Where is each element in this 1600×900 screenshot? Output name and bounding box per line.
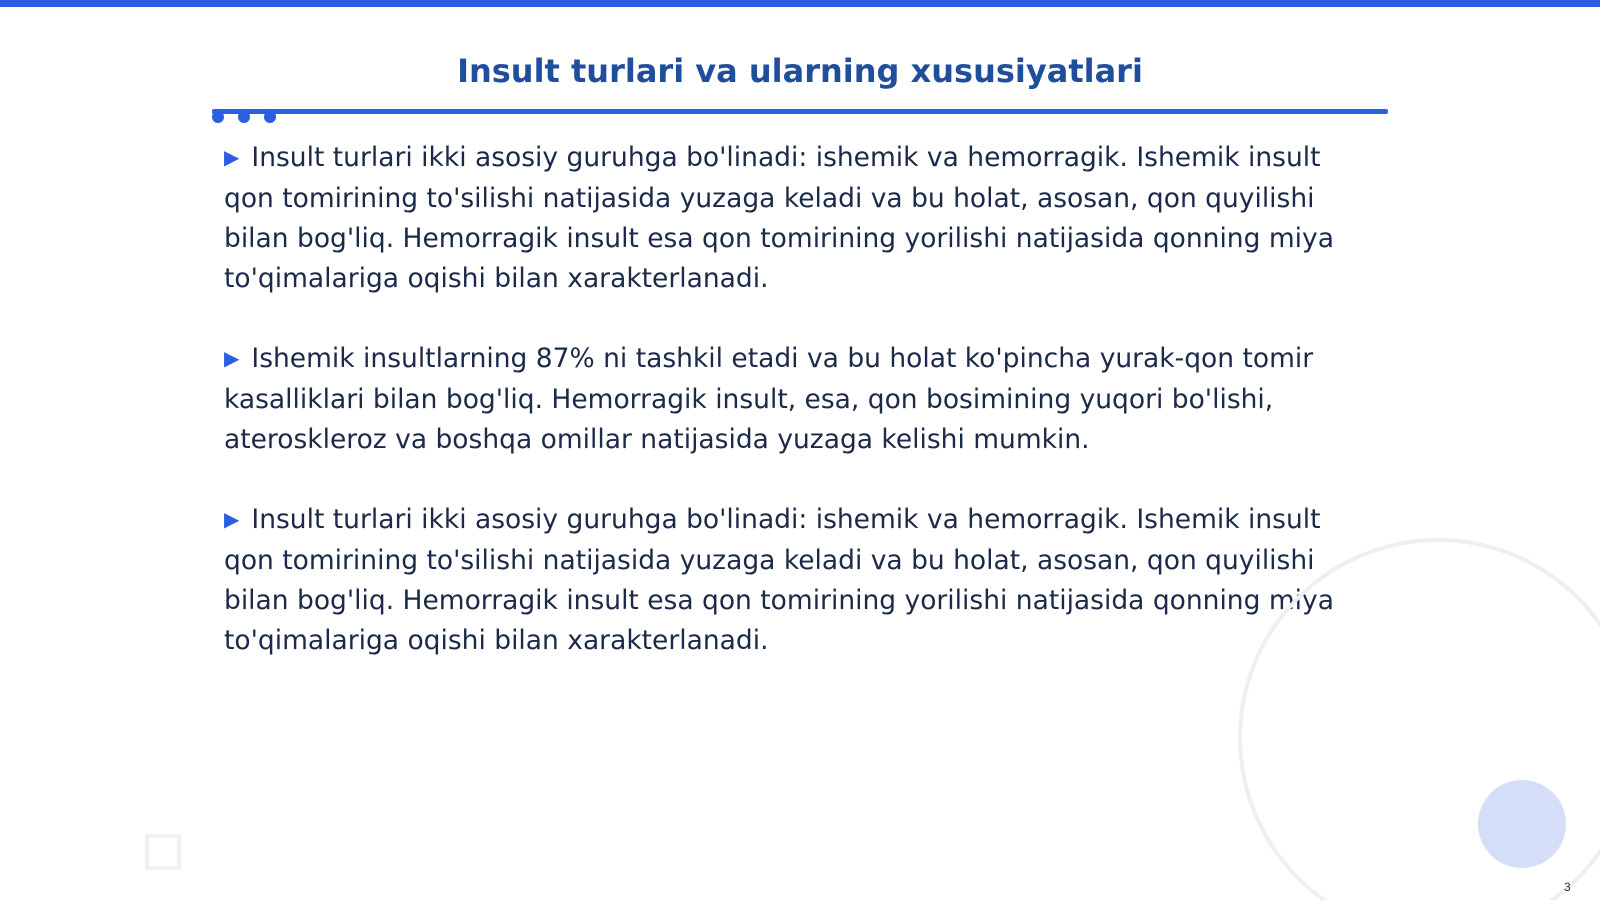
slide-title: Insult turlari va ularning xususiyatlari	[457, 52, 1143, 90]
decorative-circle	[1478, 780, 1566, 868]
bullet-text: Insult turlari ikki asosiy guruhga bo'linadi: ishemik va hemorragik. Ishemik insult qon tomirining to'silishi natijasida yuzaga keladi va bu holat, asosan, qon quyilishi bilan bog'liq. Hemorragik insult esa qon tomirining yorilishi natijasida qonning miya to'qimalariga oqishi bilan xarakterlanadi.	[224, 504, 1334, 656]
triangle-right-icon: ▶	[224, 507, 240, 531]
slide-number: 3	[1564, 880, 1571, 894]
decorative-square	[145, 834, 181, 870]
bullet-item	[224, 138, 1354, 299]
title-underline	[212, 109, 1388, 114]
bullet-list	[224, 138, 1354, 701]
triangle-right-icon: ▶	[224, 346, 240, 370]
bullet-item	[224, 500, 1354, 661]
triangle-right-icon: ▶	[224, 145, 240, 169]
underline-dot	[264, 111, 276, 123]
underline-dot	[212, 111, 224, 123]
bullet-text: Insult turlari ikki asosiy guruhga bo'linadi: ishemik va hemorragik. Ishemik insult qon tomirining to'silishi natijasida yuzaga keladi va bu holat, asosan, qon quyilishi bilan bog'liq. Hemorragik insult esa qon tomirining yorilishi natijasida qonning miya to'qimalariga oqishi bilan xarakterlanadi.	[224, 142, 1334, 294]
bullet-text: Ishemik insultlarning 87% ni tashkil etadi va bu holat ko'pincha yurak-qon tomir kasalliklari bilan bog'liq. Hemorragik insult, esa, qon bosimining yuqori bo'lishi, ateroskleroz va boshqa omillar natijasida yuzaga kelishi mumkin.	[224, 343, 1314, 455]
bullet-item	[224, 339, 1354, 460]
underline-dot	[238, 111, 250, 123]
top-accent-bar	[0, 0, 1600, 7]
